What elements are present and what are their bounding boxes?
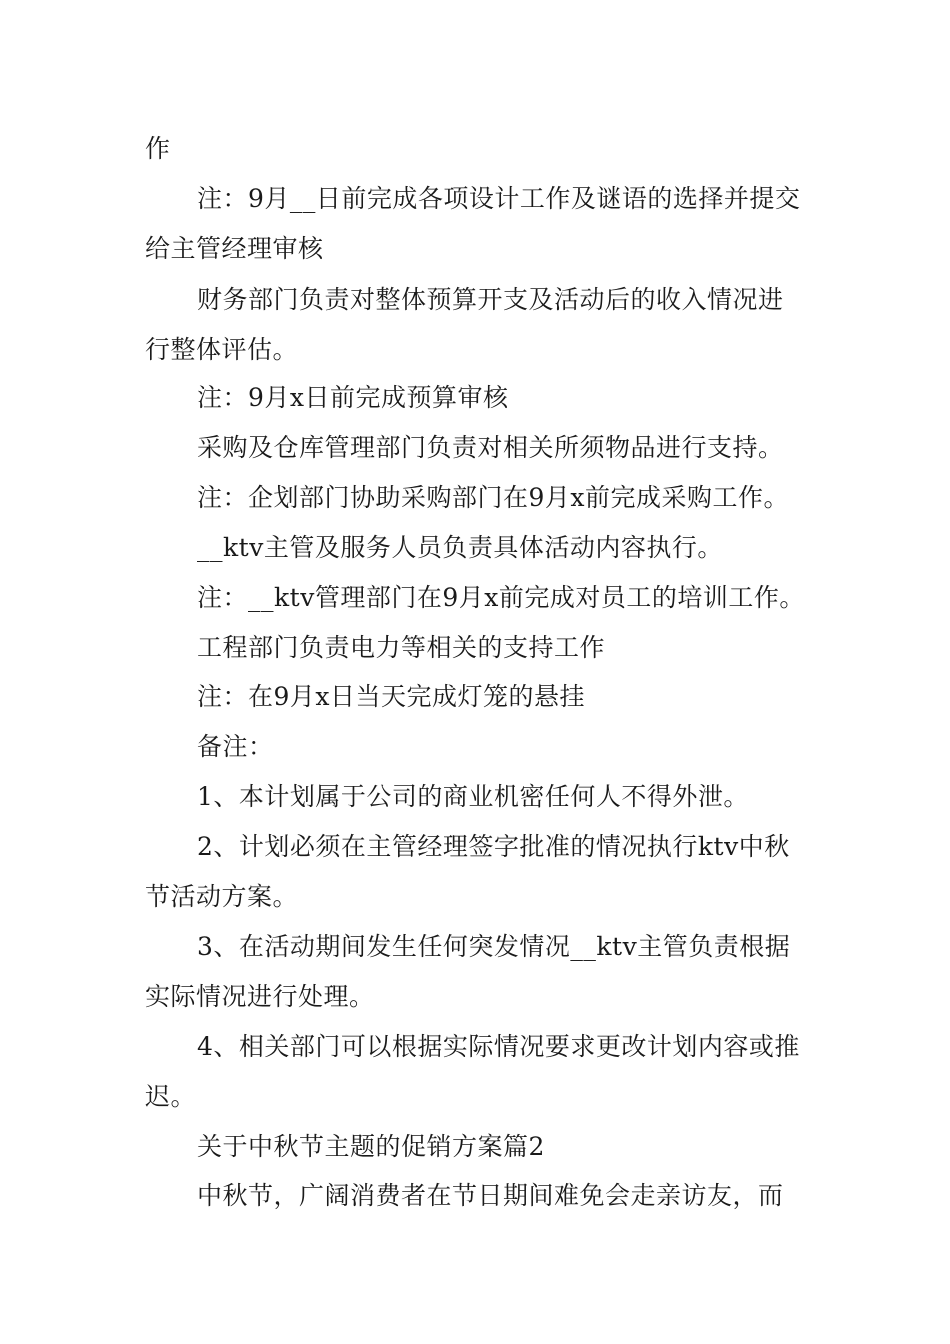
text-line: 注：在9月x日当天完成灯笼的悬挂 — [197, 682, 586, 711]
text-line: 关于中秋节主题的促销方案篇2 — [197, 1132, 545, 1161]
text-line: 注：企划部门协助采购部门在9月x前完成采购工作。 — [197, 483, 790, 512]
text-line: 作 — [145, 134, 171, 163]
text-line: 实际情况进行处理。 — [145, 982, 375, 1011]
text-line: 中秋节，广阔消费者在节日期间难免会走亲访友，而 — [197, 1181, 784, 1210]
text-line: 注：9月x日前完成预算审核 — [197, 383, 509, 412]
text-line: 4、相关部门可以根据实际情况要求更改计划内容或推 — [197, 1032, 800, 1061]
text-line: 给主管经理审核 — [145, 234, 324, 263]
text-line: 1、本计划属于公司的商业机密任何人不得外泄。 — [197, 782, 749, 811]
text-line: 2、计划必须在主管经理签字批准的情况执行ktv中秋 — [197, 832, 790, 861]
text-line: __ktv主管及服务人员负责具体活动内容执行。 — [197, 533, 723, 562]
text-line: 财务部门负责对整体预算开支及活动后的收入情况进 — [197, 285, 784, 314]
text-line: 工程部门负责电力等相关的支持工作 — [197, 633, 606, 662]
text-line: 采购及仓库管理部门负责对相关所须物品进行支持。 — [197, 433, 784, 462]
text-line: 3、在活动期间发生任何突发情况__ktv主管负责根据 — [197, 932, 791, 961]
text-line: 节活动方案。 — [145, 882, 299, 911]
text-line: 注：9月__日前完成各项设计工作及谜语的选择并提交 — [197, 184, 801, 213]
text-line: 注：__ktv管理部门在9月x前完成对员工的培训工作。 — [197, 583, 805, 612]
text-line: 迟。 — [145, 1082, 197, 1111]
text-line: 行整体评估。 — [145, 335, 299, 364]
text-line: 备注： — [197, 732, 274, 761]
